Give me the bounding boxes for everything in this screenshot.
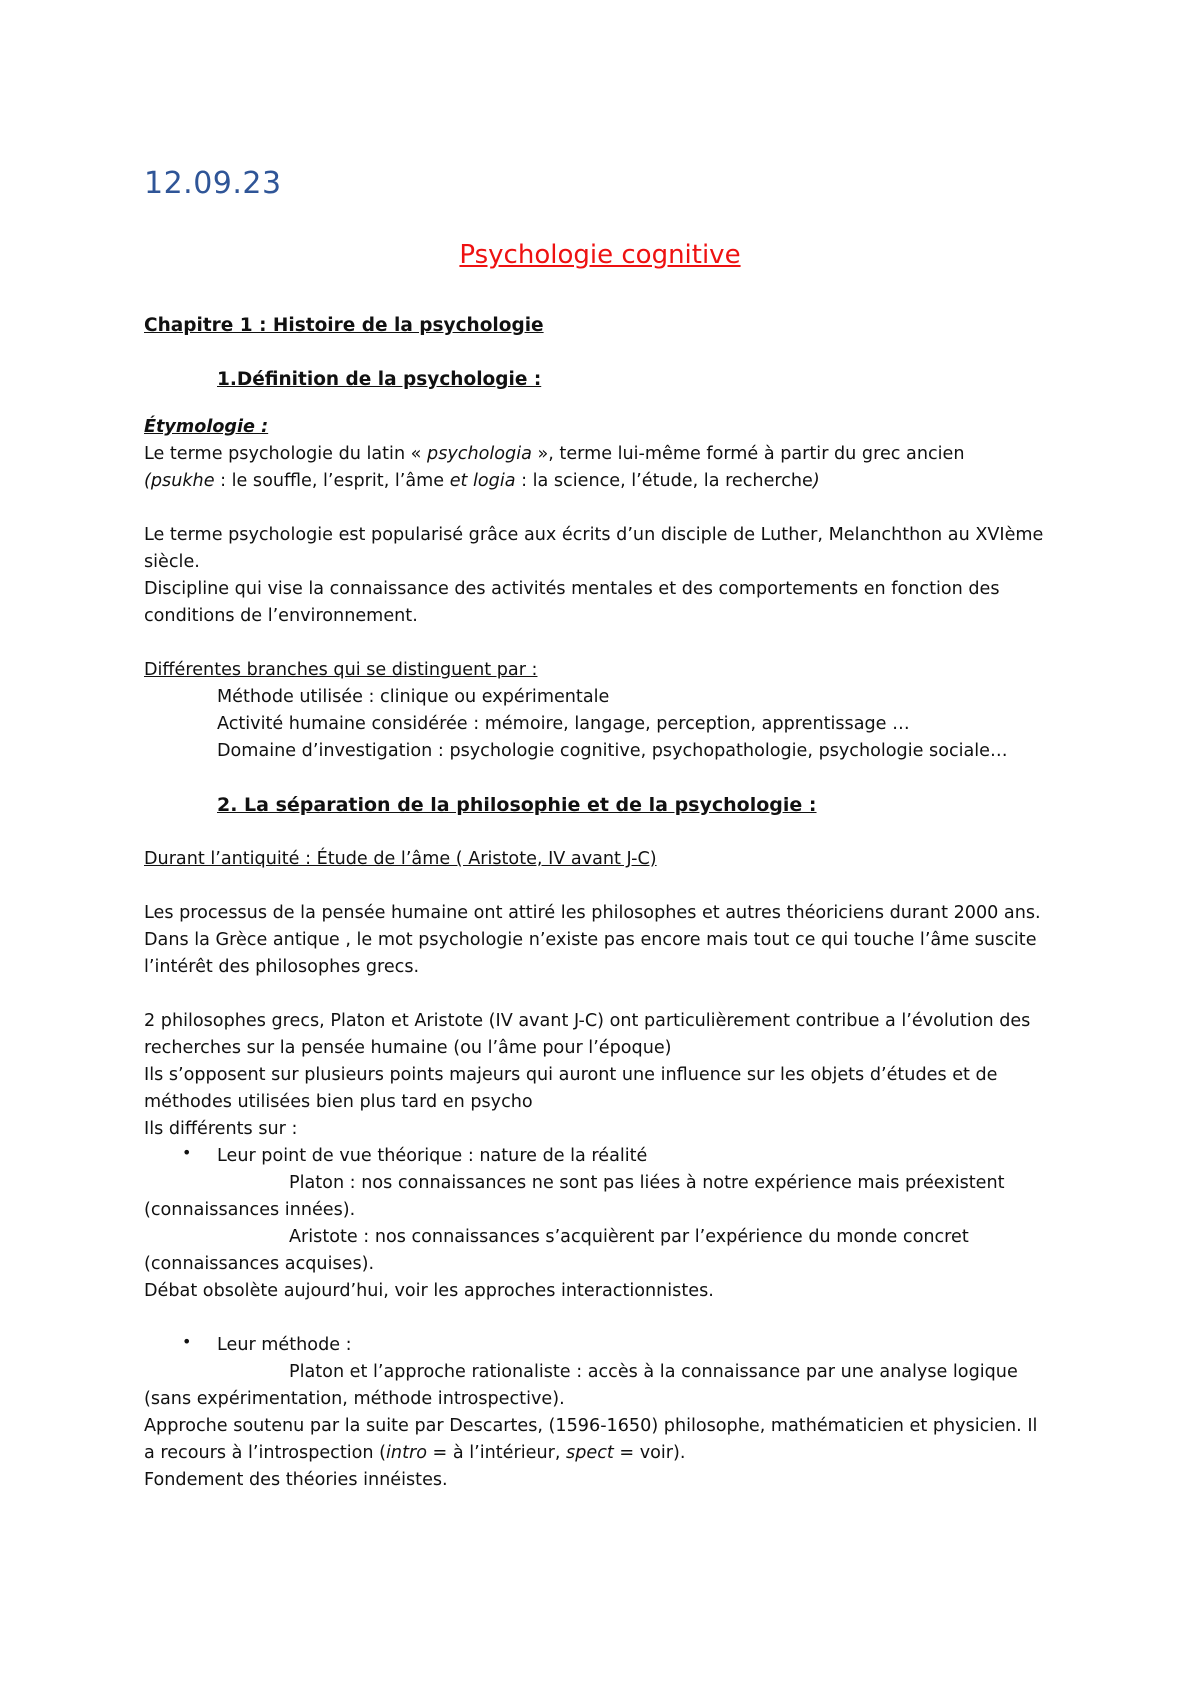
paragraph-line: conditions de l’environnement. bbox=[144, 606, 418, 626]
aristote-line: (connaissances acquises). bbox=[144, 1254, 375, 1274]
etym-text: : la science, l’étude, la recherche bbox=[515, 471, 813, 491]
etym-text: », terme lui-même formé à partir du grec ancien bbox=[531, 444, 965, 464]
antiquite-heading: Durant l’antiquité : Étude de l’âme ( Aristote, IV avant J-C) bbox=[144, 849, 657, 869]
paragraph-line: Les processus de la pensée humaine ont attiré les philosophes et autres théoriciens durant 2000 ans. bbox=[144, 903, 1041, 923]
etym-latin-word: psychologia bbox=[427, 444, 532, 464]
document-title: Psychologie cognitive bbox=[459, 240, 741, 270]
section-1-heading: 1.Définition de la psychologie : bbox=[217, 369, 542, 390]
etym-greek-word: (psukhe bbox=[144, 471, 215, 491]
paragraph-line: recherches sur la pensée humaine (ou l’âme pour l’époque) bbox=[144, 1038, 672, 1058]
paragraph-line: 2 philosophes grecs, Platon et Aristote (IV avant J-C) ont particulièrement contribue a l’évolution des bbox=[144, 1011, 1031, 1031]
chapter-heading: Chapitre 1 : Histoire de la psychologie bbox=[144, 315, 544, 336]
platon-line: (connaissances innées). bbox=[144, 1200, 356, 1220]
branch-item: Activité humaine considérée : mémoire, langage, perception, apprentissage … bbox=[217, 714, 910, 734]
etymologie-line-2 bbox=[144, 468, 820, 495]
descartes-text: = à l’intérieur, bbox=[426, 1443, 567, 1463]
branches-heading: Différentes branches qui se distinguent par : bbox=[144, 660, 538, 680]
bullet-item: Leur méthode : bbox=[217, 1335, 352, 1355]
paragraph-line: Dans la Grèce antique , le mot psychologie n’existe pas encore mais tout ce qui touche l’âme suscite bbox=[144, 930, 1037, 950]
descartes-line-2 bbox=[144, 1440, 685, 1467]
descartes-text: a recours à l’introspection ( bbox=[144, 1443, 387, 1463]
descartes-term: intro bbox=[386, 1443, 427, 1463]
branch-item: Méthode utilisée : clinique ou expérimentale bbox=[217, 687, 610, 707]
descartes-text: = voir). bbox=[613, 1443, 686, 1463]
platon-line: (sans expérimentation, méthode introspective). bbox=[144, 1389, 565, 1409]
document-date: 12.09.23 bbox=[144, 166, 282, 201]
etym-greek-word: et logia bbox=[449, 471, 516, 491]
paragraph-line: Débat obsolète aujourd’hui, voir les approches interactionnistes. bbox=[144, 1281, 714, 1301]
paragraph-line: l’intérêt des philosophes grecs. bbox=[144, 957, 420, 977]
paragraph-line: Discipline qui vise la connaissance des activités mentales et des comportements en fonction des bbox=[144, 579, 1000, 599]
platon-line: Platon : nos connaissances ne sont pas liées à notre expérience mais préexistent bbox=[289, 1173, 1005, 1193]
paragraph-line: Approche soutenu par la suite par Descartes, (1596-1650) philosophe, mathématicien et physicien. Il bbox=[144, 1416, 1038, 1436]
paragraph-line: siècle. bbox=[144, 552, 200, 572]
bullet-item: Leur point de vue théorique : nature de la réalité bbox=[217, 1146, 648, 1166]
branch-item: Domaine d’investigation : psychologie cognitive, psychopathologie, psychologie sociale… bbox=[217, 741, 1008, 761]
bullet-icon: • bbox=[182, 1332, 192, 1351]
paragraph-line: Ils s’opposent sur plusieurs points majeurs qui auront une influence sur les objets d’études et de bbox=[144, 1065, 998, 1085]
platon-line: Platon et l’approche rationaliste : accès à la connaissance par une analyse logique bbox=[289, 1362, 1018, 1382]
paragraph-line: Le terme psychologie est popularisé grâce aux écrits d’un disciple de Luther, Melanchthon au XVIème bbox=[144, 525, 1044, 545]
etymologie-heading: Étymologie : bbox=[144, 417, 269, 437]
paragraph-line: Fondement des théories innéistes. bbox=[144, 1470, 448, 1490]
etymologie-line-1 bbox=[144, 441, 965, 468]
aristote-line: Aristote : nos connaissances s’acquièrent par l’expérience du monde concret bbox=[289, 1227, 969, 1247]
descartes-term: spect bbox=[566, 1443, 614, 1463]
paragraph-line: méthodes utilisées bien plus tard en psycho bbox=[144, 1092, 533, 1112]
etym-text: : le souffle, l’esprit, l’âme bbox=[214, 471, 450, 491]
section-2-heading: 2. La séparation de la philosophie et de la psychologie : bbox=[217, 794, 817, 816]
etym-text: Le terme psychologie du latin « bbox=[144, 444, 428, 464]
etym-text: ) bbox=[812, 471, 820, 491]
bullet-icon: • bbox=[182, 1143, 192, 1162]
paragraph-line: Ils différents sur : bbox=[144, 1119, 298, 1139]
